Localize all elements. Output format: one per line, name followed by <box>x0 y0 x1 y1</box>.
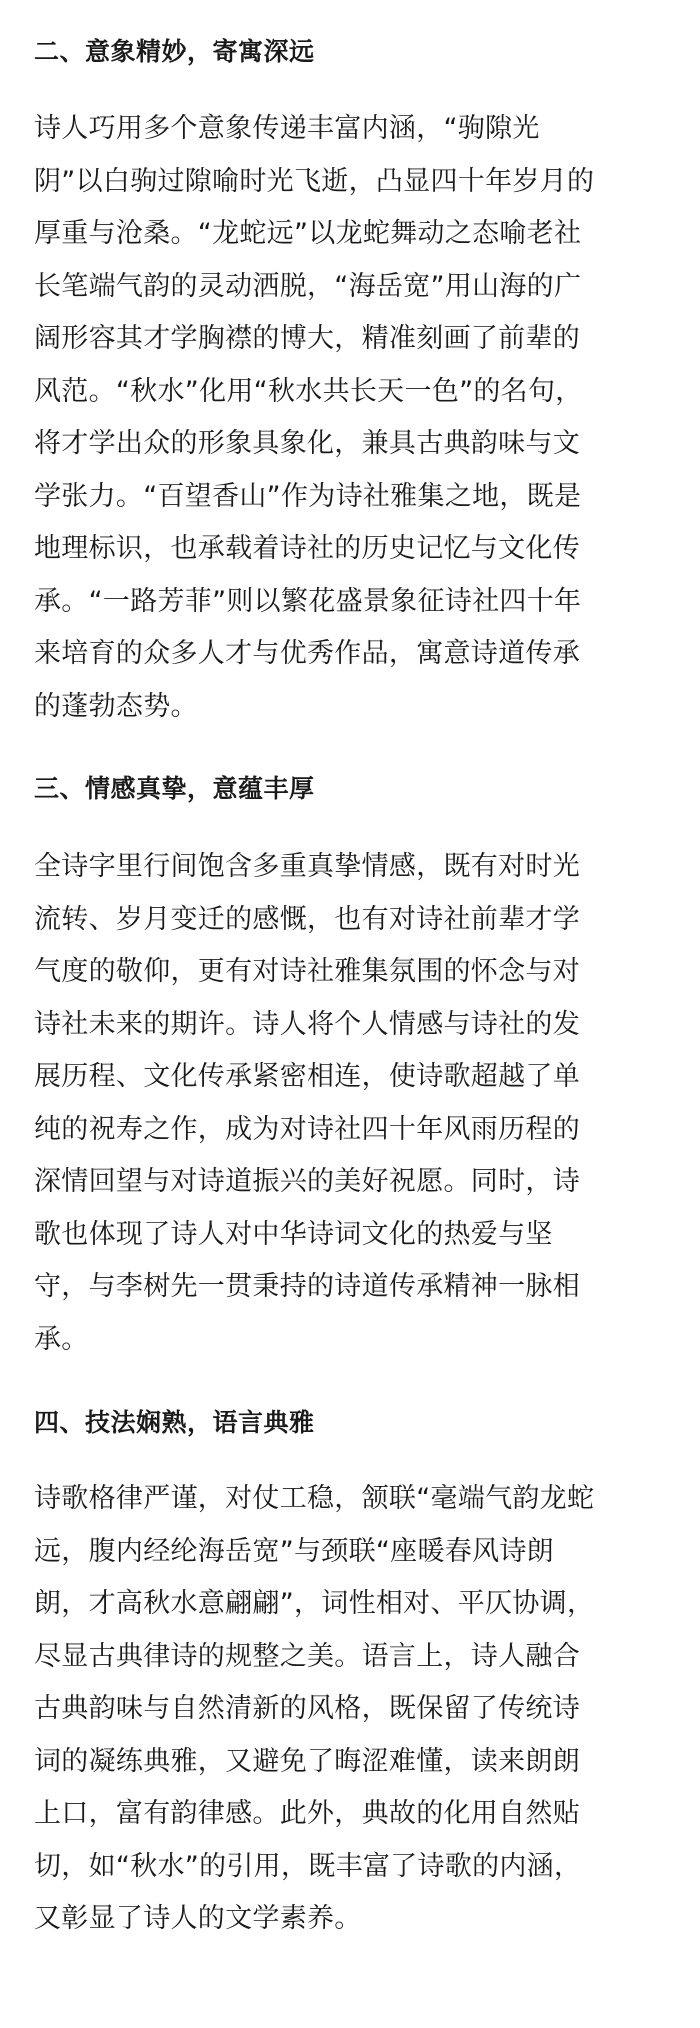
paragraph-line: 又彰显了诗人的文学素养。 <box>34 1903 362 1934</box>
paragraph-line: 全诗字里行间饱含多重真挚情感，既有对时光 <box>34 851 580 882</box>
paragraph-line: 诗人巧用多个意象传递丰富内涵，“驹隙光 <box>34 113 540 144</box>
paragraph-line: 诗歌格律严谨，对仗工稳，颔联“毫端气韵龙蛇 <box>34 1483 595 1514</box>
paragraph-line: 上口，富有韵律感。此外，典故的化用自然贴 <box>34 1798 580 1829</box>
paragraph-line: 学张力。“百望香山”作为诗社雅集之地，既是 <box>34 480 582 512</box>
paragraph-line: 守，与李树先一贯秉持的诗道传承精神一脉相 <box>34 1271 580 1302</box>
section-paragraph-technique <box>34 1473 672 1946</box>
paragraph-line: 尽显古典律诗的规整之美。语言上，诗人融合 <box>34 1640 580 1672</box>
paragraph-line: 切，如“秋水”的引用，既丰富了诗歌的内涵， <box>34 1850 582 1882</box>
paragraph-line: 朗，才高秋水意翩翩”，词性相对、平仄协调， <box>34 1588 595 1619</box>
paragraph-line: 流转、岁月变迁的感慨，也有对诗社前辈才学 <box>34 903 580 935</box>
paragraph-line: 阴”以白驹过隙喻时光飞逝，凸显四十年岁月的 <box>34 165 595 197</box>
section-heading-technique: 四、技法娴熟，语言典雅 <box>34 1408 315 1437</box>
section-heading-imagery: 二、意象精妙，寄寓深远 <box>34 37 315 66</box>
section-paragraph-imagery <box>34 103 672 733</box>
section-heading-emotion: 三、情感真挚，意蕴丰厚 <box>34 774 315 803</box>
paragraph-line: 来培育的众多人才与优秀作品，寓意诗道传承 <box>34 638 580 669</box>
paragraph-line: 风范。“秋水”化用“秋水共长天一色”的名句， <box>34 375 583 407</box>
paragraph-line: 承。“一路芳菲”则以繁花盛景象征诗社四十年 <box>34 585 582 617</box>
paragraph-line: 长笔端气韵的灵动洒脱，“海岳宽”用山海的广 <box>34 270 582 302</box>
paragraph-line: 远，腹内经纶海岳宽”与颈联“座暖春风诗朗 <box>34 1535 554 1567</box>
paragraph-line: 厚重与沧桑。“龙蛇远”以龙蛇舞动之态喻老社 <box>34 218 582 249</box>
paragraph-line: 深情回望与对诗道振兴的美好祝愿。同时，诗 <box>34 1166 580 1197</box>
paragraph-line: 气度的敬仰，更有对诗社雅集氛围的怀念与对 <box>34 956 580 987</box>
paragraph-line: 诗社未来的期许。诗人将个人情感与诗社的发 <box>34 1008 580 1040</box>
paragraph-line: 地理标识，也承载着诗社的历史记忆与文化传 <box>34 533 580 564</box>
paragraph-line: 将才学出众的形象具象化，兼具古典韵味与文 <box>34 428 580 459</box>
paragraph-line: 纯的祝寿之作，成为对诗社四十年风雨历程的 <box>34 1113 580 1145</box>
paragraph-line: 词的凝练典雅，又避免了晦涩难懂，读来朗朗 <box>34 1745 580 1777</box>
paragraph-line: 阔形容其才学胸襟的博大，精准刻画了前辈的 <box>34 323 580 354</box>
section-paragraph-emotion <box>34 841 672 1366</box>
paragraph-line: 展历程、文化传承紧密相连，使诗歌超越了单 <box>34 1061 580 1092</box>
paragraph-line: 歌也体现了诗人对中华诗词文化的热爱与坚 <box>34 1218 553 1250</box>
paragraph-line: 的蓬勃态势。 <box>34 690 198 722</box>
paragraph-line: 承。 <box>34 1323 89 1355</box>
paragraph-line: 古典韵味与自然清新的风格，既保留了传统诗 <box>34 1693 580 1724</box>
